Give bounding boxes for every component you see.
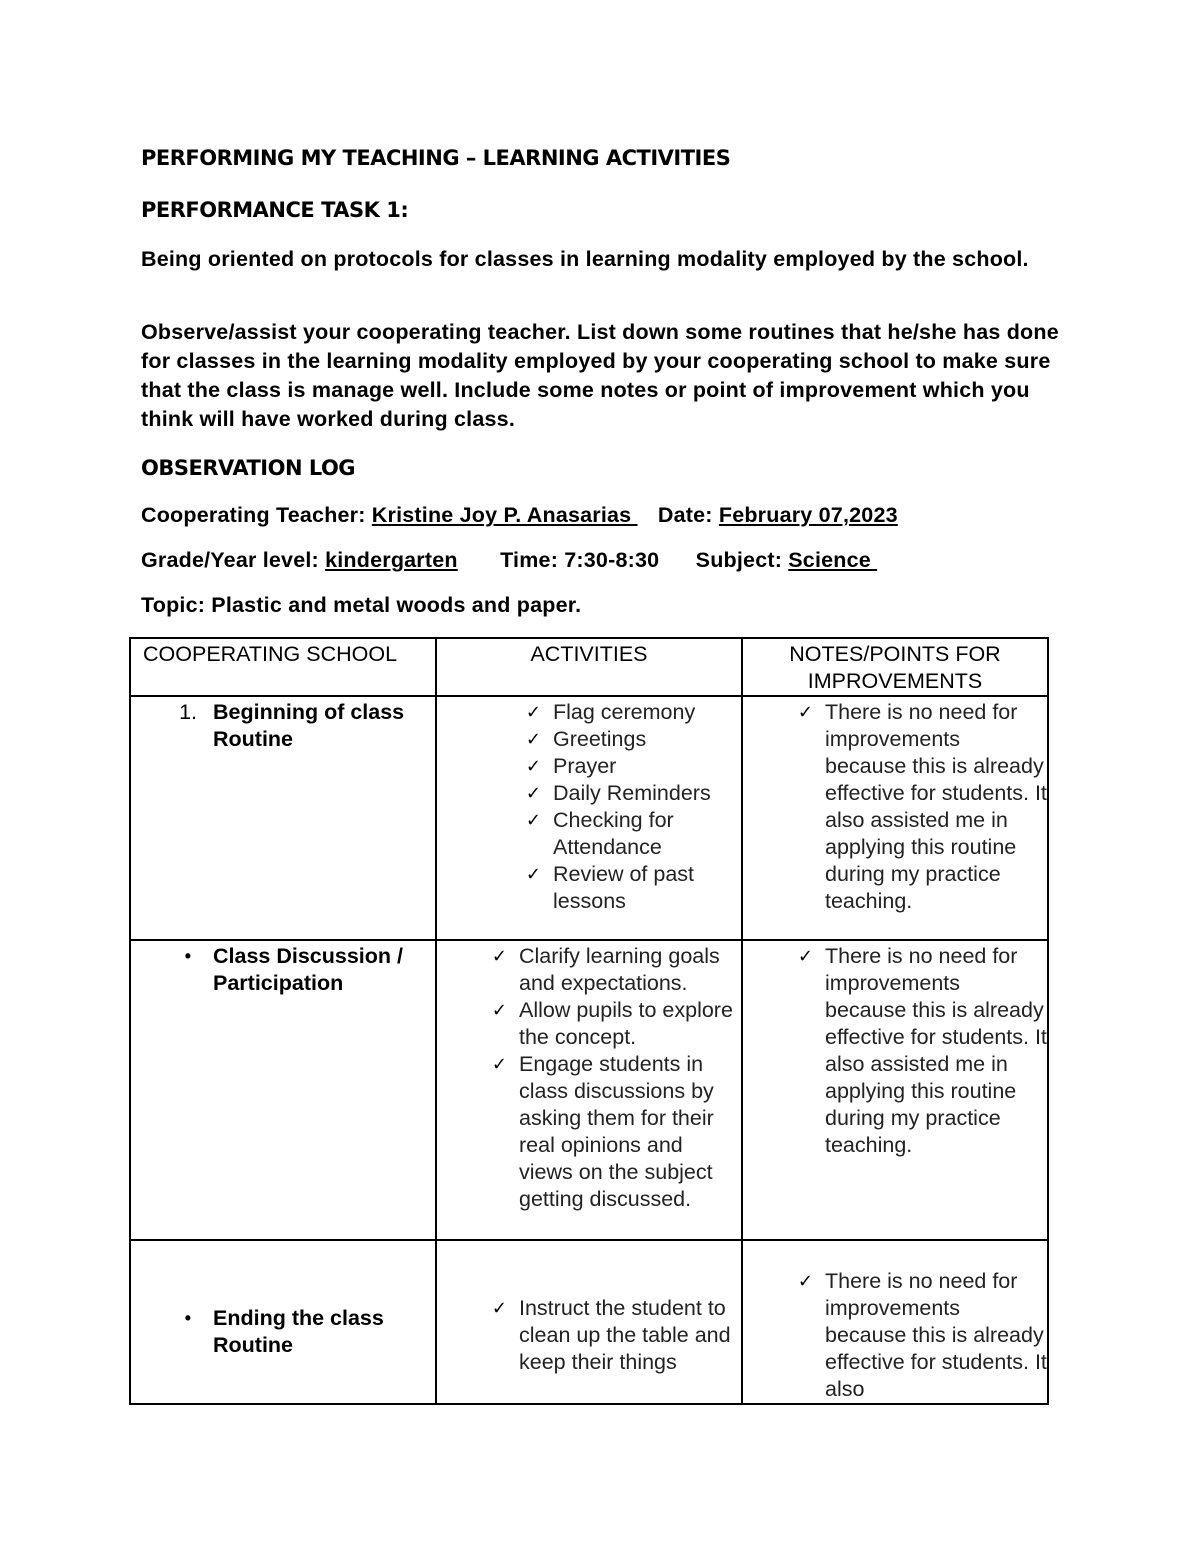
list-item: ✓ There is no need for improvements because this is already effective for students. It also (743, 1268, 1047, 1403)
table-row (130, 940, 1048, 1240)
date-value: February 07,2023 (718, 503, 898, 527)
row-label: Ending the class Routine (213, 1306, 384, 1357)
list-item: ✓ Engage students in class discussions by asking them for their real opinions and views on the subject getting discussed. (437, 1051, 741, 1213)
list-item: ✓ Instruct the student to clean up the table and keep their things (437, 1295, 741, 1376)
time-label: Time: (500, 548, 559, 572)
task-label: PERFORMANCE TASK 1: (141, 198, 409, 222)
check-icon: ✓ (491, 1054, 507, 1075)
check-icon: ✓ (525, 783, 541, 804)
list-item: ✓ Greetings (437, 726, 741, 753)
grade-line (141, 548, 877, 573)
notes-cell (742, 1240, 1048, 1404)
check-icon: ✓ (525, 864, 541, 885)
grade-label: Grade/Year level: (141, 548, 319, 572)
time-value: 7:30-8:30 (564, 548, 660, 572)
list-item: ✓ There is no need for improvements because this is already effective for students. It also assisted me in applying this routine during my practice teaching. (743, 943, 1047, 1159)
check-icon: ✓ (525, 810, 541, 831)
row-label-cell (130, 696, 436, 940)
check-icon: ✓ (491, 1298, 507, 1319)
list-item: ✓ Allow pupils to explore the concept. (437, 997, 741, 1051)
check-icon: ✓ (797, 1271, 813, 1292)
teacher-name: Kristine Joy P. Anasarias (371, 503, 638, 527)
list-item: ✓ Daily Reminders (437, 780, 741, 807)
row-label-cell (130, 940, 436, 1240)
table-row (130, 1240, 1048, 1404)
activities-cell (436, 696, 742, 940)
table-row (130, 696, 1048, 940)
date-label: Date: (657, 503, 713, 527)
row-label-cell (130, 1240, 436, 1404)
check-icon: ✓ (491, 946, 507, 967)
list-item: ✓ Flag ceremony (437, 699, 741, 726)
observation-table (129, 637, 1049, 1405)
list-item: ✓ There is no need for improvements because this is already effective for students. It also assisted me in applying this routine during my practice teaching. (743, 699, 1047, 915)
check-icon: ✓ (797, 946, 813, 967)
topic-value: Plastic and metal woods and paper. (211, 593, 582, 617)
grade-value: kindergarten (325, 548, 458, 572)
row-label: Beginning of class Routine (213, 700, 405, 751)
list-item: ✓ Prayer (437, 753, 741, 780)
check-icon: ✓ (797, 702, 813, 723)
topic-line (141, 593, 581, 618)
header-cooperating-school: COOPERATING SCHOOL (130, 638, 436, 696)
teacher-label: Cooperating Teacher: (141, 503, 366, 527)
bullet-icon: • (184, 946, 191, 966)
header-notes: NOTES/POINTS FOR IMPROVEMENTS (742, 638, 1048, 696)
intro-paragraph: Being oriented on protocols for classes in learning modality employed by the school. (141, 247, 1029, 271)
list-item: ✓ Review of past lessons (437, 861, 741, 915)
observation-log-title: OBSERVATION LOG (141, 456, 356, 480)
subject-label: Subject: (695, 548, 783, 572)
topic-label: Topic: (141, 593, 206, 617)
bullet-icon: • (184, 1308, 191, 1328)
instructions-paragraph: Observe/assist your cooperating teacher. List down some routines that he/she has done for classes in the learning modality employed by your cooperating school to make sure that the class is manage well. Include some notes or point of improvement which you think will have worked during class. (141, 320, 1059, 431)
check-icon: ✓ (491, 1000, 507, 1021)
check-icon: ✓ (525, 729, 541, 750)
header-activities: ACTIVITIES (436, 638, 742, 696)
row-label: Class Discussion / Participation (213, 944, 403, 995)
subject-value: Science (788, 548, 878, 572)
activities-cell (436, 1240, 742, 1404)
document-title: PERFORMING MY TEACHING – LEARNING ACTIVITIES (141, 146, 731, 170)
check-icon: ✓ (525, 702, 541, 723)
check-icon: ✓ (525, 756, 541, 777)
list-item: ✓ Clarify learning goals and expectations. (437, 943, 741, 997)
notes-cell (742, 940, 1048, 1240)
row-number: 1. (179, 700, 197, 724)
list-item: ✓ Checking for Attendance (437, 807, 741, 861)
notes-cell (742, 696, 1048, 940)
activities-cell (436, 940, 742, 1240)
teacher-line (141, 503, 898, 528)
table-header-row (130, 638, 1048, 696)
